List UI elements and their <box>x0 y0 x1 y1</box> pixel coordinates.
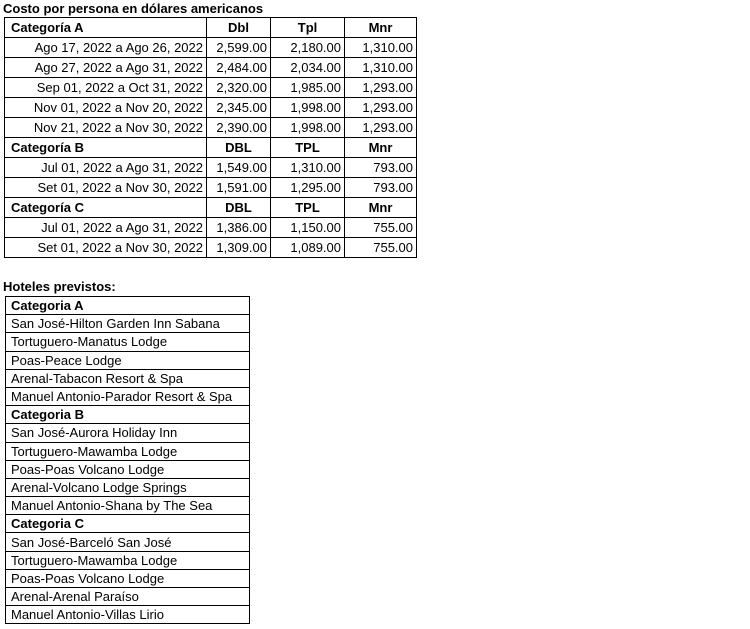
date-range-cell: Sep 01, 2022 a Oct 31, 2022 <box>5 78 207 98</box>
price-tpl-cell: 1,310.00 <box>271 158 345 178</box>
price-tpl-cell: 1,985.00 <box>271 78 345 98</box>
list-item <box>6 442 250 460</box>
price-dbl-cell: 1,386.00 <box>207 218 271 238</box>
price-tpl-cell: 1,998.00 <box>271 118 345 138</box>
hotel-name: Tortuguero-Mawamba Lodge <box>6 442 250 460</box>
price-dbl-cell: 2,320.00 <box>207 78 271 98</box>
price-mnr-cell: 1,293.00 <box>345 78 417 98</box>
list-item <box>6 333 250 351</box>
price-tpl-cell: 1,998.00 <box>271 98 345 118</box>
date-range-cell: Ago 17, 2022 a Ago 26, 2022 <box>5 38 207 58</box>
table-row <box>5 178 417 198</box>
hotel-name: Poas-Peace Lodge <box>6 351 250 369</box>
column-header-dbl: DBL <box>207 138 271 158</box>
list-item <box>6 551 250 569</box>
price-mnr-cell: 1,310.00 <box>345 58 417 78</box>
hotel-name: Tortuguero-Mawamba Lodge <box>6 551 250 569</box>
hotel-name: San José-Barceló San José <box>6 533 250 551</box>
category-label: Categoría B <box>5 138 207 158</box>
list-item <box>6 533 250 551</box>
column-header-dbl: Dbl <box>207 18 271 38</box>
list-item <box>6 387 250 405</box>
column-header-mnr: Mnr <box>345 198 417 218</box>
list-item <box>6 478 250 496</box>
hotel-category-label: Categoria C <box>6 515 250 533</box>
list-item <box>6 569 250 587</box>
hotel-name: San José-Hilton Garden Inn Sabana <box>6 315 250 333</box>
list-item <box>6 424 250 442</box>
list-item <box>6 460 250 478</box>
hotel-category-label: Categoria A <box>6 297 250 315</box>
list-item <box>6 606 250 624</box>
hotels-title: Hoteles previstos: <box>3 279 116 294</box>
hotel-name: Manuel Antonio-Villas Lirio <box>6 606 250 624</box>
price-mnr-cell: 755.00 <box>345 238 417 258</box>
hotel-name: Manuel Antonio-Parador Resort & Spa <box>6 387 250 405</box>
hotel-category-row <box>6 406 250 424</box>
category-header-row <box>5 18 417 38</box>
list-item <box>6 351 250 369</box>
price-tpl-cell: 1,150.00 <box>271 218 345 238</box>
price-dbl-cell: 2,390.00 <box>207 118 271 138</box>
price-dbl-cell: 1,549.00 <box>207 158 271 178</box>
date-range-cell: Set 01, 2022 a Nov 30, 2022 <box>5 238 207 258</box>
hotels-table <box>5 296 250 624</box>
hotel-name: Arenal-Arenal Paraíso <box>6 588 250 606</box>
price-mnr-cell: 793.00 <box>345 158 417 178</box>
hotel-name: Arenal-Tabacon Resort & Spa <box>6 369 250 387</box>
hotel-name: Poas-Poas Volcano Lodge <box>6 569 250 587</box>
price-dbl-cell: 2,345.00 <box>207 98 271 118</box>
table-row <box>5 158 417 178</box>
hotel-name: San José-Aurora Holiday Inn <box>6 424 250 442</box>
list-item <box>6 315 250 333</box>
price-dbl-cell: 2,484.00 <box>207 58 271 78</box>
hotels-table-body <box>6 297 250 624</box>
category-header-row <box>5 138 417 158</box>
hotel-name: Tortuguero-Manatus Lodge <box>6 333 250 351</box>
price-tpl-cell: 1,089.00 <box>271 238 345 258</box>
column-header-tpl: TPL <box>271 138 345 158</box>
table-row <box>5 38 417 58</box>
hotel-name: Arenal-Volcano Lodge Springs <box>6 478 250 496</box>
hotel-category-label: Categoria B <box>6 406 250 424</box>
column-header-mnr: Mnr <box>345 138 417 158</box>
cost-table-body <box>5 18 417 258</box>
date-range-cell: Nov 01, 2022 a Nov 20, 2022 <box>5 98 207 118</box>
price-mnr-cell: 793.00 <box>345 178 417 198</box>
column-header-tpl: Tpl <box>271 18 345 38</box>
hotel-name: Manuel Antonio-Shana by The Sea <box>6 497 250 515</box>
price-tpl-cell: 1,295.00 <box>271 178 345 198</box>
table-row <box>5 238 417 258</box>
column-header-mnr: Mnr <box>345 18 417 38</box>
category-label: Categoría A <box>5 18 207 38</box>
table-row <box>5 58 417 78</box>
category-label: Categoría C <box>5 198 207 218</box>
price-tpl-cell: 2,180.00 <box>271 38 345 58</box>
date-range-cell: Jul 01, 2022 a Ago 31, 2022 <box>5 218 207 238</box>
price-mnr-cell: 755.00 <box>345 218 417 238</box>
date-range-cell: Ago 27, 2022 a Ago 31, 2022 <box>5 58 207 78</box>
cost-table-title: Costo por persona en dólares americanos <box>3 1 264 16</box>
price-mnr-cell: 1,293.00 <box>345 118 417 138</box>
list-item <box>6 497 250 515</box>
column-header-dbl: DBL <box>207 198 271 218</box>
category-header-row <box>5 198 417 218</box>
list-item <box>6 588 250 606</box>
cost-table <box>4 17 417 258</box>
price-mnr-cell: 1,310.00 <box>345 38 417 58</box>
date-range-cell: Jul 01, 2022 a Ago 31, 2022 <box>5 158 207 178</box>
table-row <box>5 118 417 138</box>
price-tpl-cell: 2,034.00 <box>271 58 345 78</box>
table-row <box>5 78 417 98</box>
price-dbl-cell: 1,309.00 <box>207 238 271 258</box>
price-mnr-cell: 1,293.00 <box>345 98 417 118</box>
table-row <box>5 98 417 118</box>
table-row <box>5 218 417 238</box>
date-range-cell: Nov 21, 2022 a Nov 30, 2022 <box>5 118 207 138</box>
price-dbl-cell: 2,599.00 <box>207 38 271 58</box>
hotel-name: Poas-Poas Volcano Lodge <box>6 460 250 478</box>
date-range-cell: Set 01, 2022 a Nov 30, 2022 <box>5 178 207 198</box>
hotel-category-row <box>6 515 250 533</box>
hotel-category-row <box>6 297 250 315</box>
list-item <box>6 369 250 387</box>
price-dbl-cell: 1,591.00 <box>207 178 271 198</box>
column-header-tpl: TPL <box>271 198 345 218</box>
